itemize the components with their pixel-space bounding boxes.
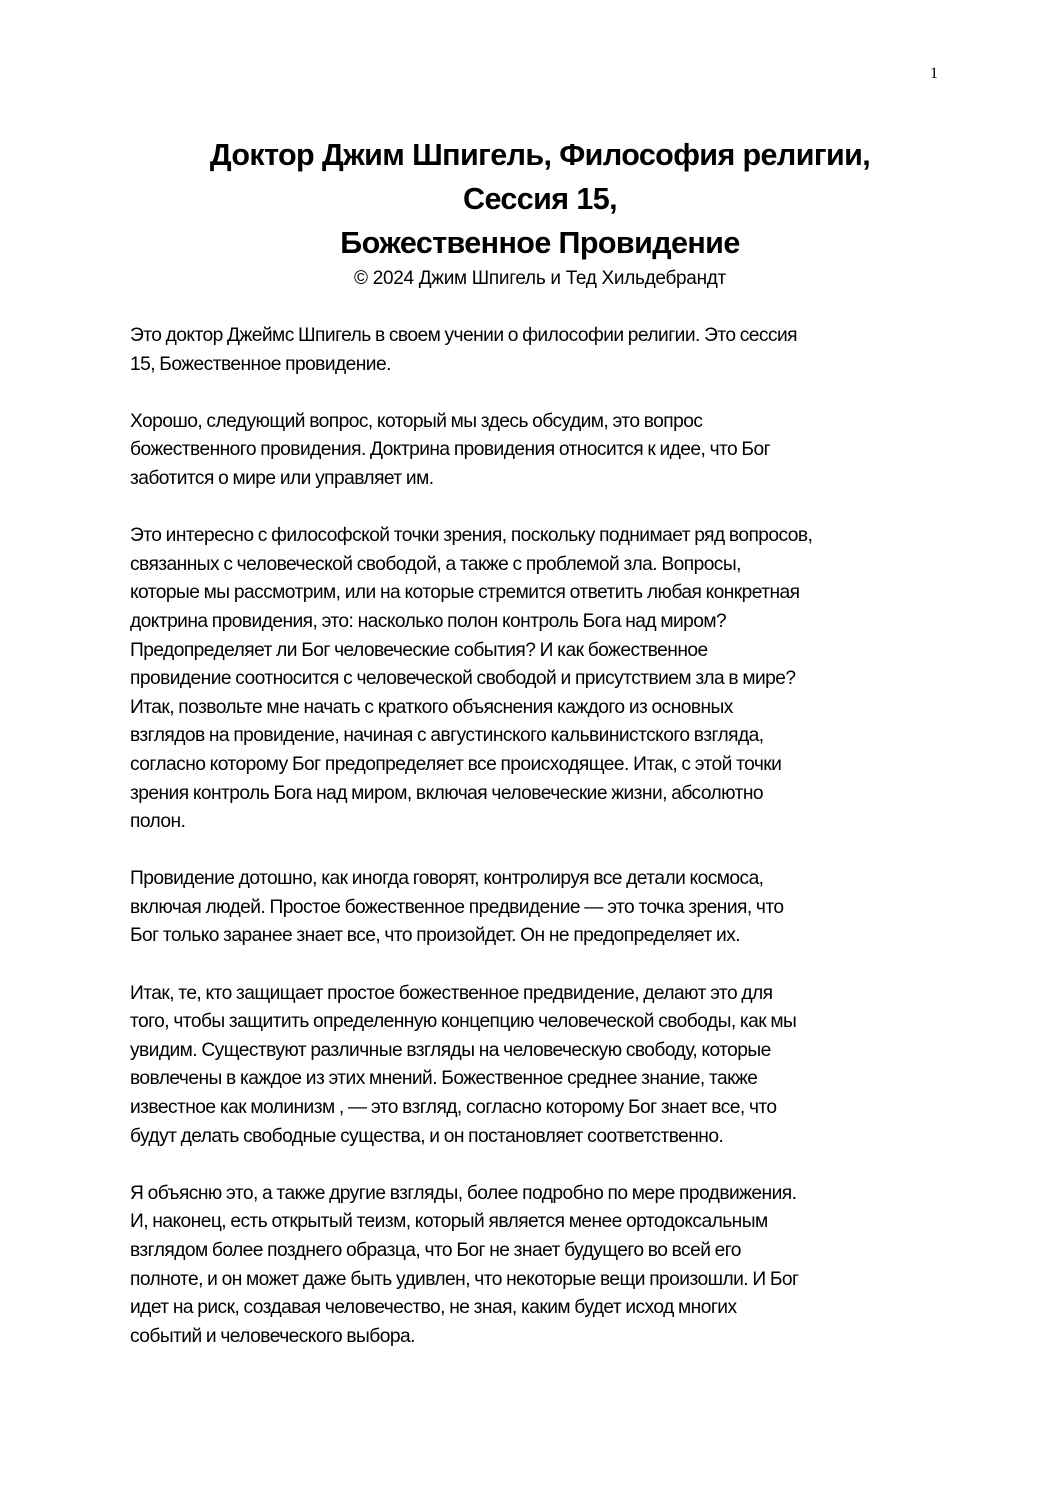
text-line: вовлечены в каждое из этих мнений. Божественное среднее знание, также [130, 1068, 758, 1090]
text-line: 15, Божественное провидение. [130, 353, 391, 375]
text-line: будут делать свободные существа, и он постановляет соответственно. [130, 1125, 724, 1147]
text-line: И, наконец, есть открытый теизм, который является менее ортодоксальным [130, 1211, 768, 1233]
text-line: Это интересно с философской точки зрения, поскольку поднимает ряд вопросов, [130, 525, 813, 547]
text-line: Я объясню это, а также другие взгляды, более подробно по мере продвижения. [130, 1182, 797, 1204]
document-body [130, 322, 930, 1380]
text-line: заботится о мире или управляет им. [130, 467, 434, 489]
text-line: того, чтобы защитить определенную концепцию человеческой свободы, как мы [130, 1011, 797, 1033]
text-line: зрения контроль Бога над миром, включая человеческие жизни, абсолютно [130, 782, 763, 804]
text-line: взглядов на провидение, начиная с августинского кальвинистского взгляда, [130, 725, 764, 747]
paragraph-5 [130, 980, 930, 1152]
text-line: провидение соотносится с человеческой свободой и присутствием зла в мире? [130, 668, 796, 690]
paragraph-2 [130, 408, 930, 494]
text-line: Провидение дотошно, как иногда говорят, контролируя все детали космоса, [130, 868, 764, 890]
document-title-line-1: Доктор Джим Шпигель, Философия религии, [209, 138, 871, 172]
text-line: согласно которому Бог предопределяет все происходящее. Итак, с этой точки [130, 753, 782, 775]
text-line: увидим. Существуют различные взгляды на человеческую свободу, которые [130, 1039, 771, 1061]
text-line: Итак, позвольте мне начать с краткого объяснения каждого из основных [130, 696, 733, 718]
text-line: божественного провидения. Доктрина провидения относится к идее, что Бог [130, 439, 771, 461]
document-title-line-3: Божественное Провидение [340, 226, 740, 260]
text-line: которые мы рассмотрим, или на которые стремится ответить любая конкретная [130, 582, 800, 604]
copyright-notice: © 2024 Джим Шпигель и Тед Хильдебрандт [354, 268, 726, 289]
text-line: полноте, и он может даже быть удивлен, что некоторые вещи произошли. И Бог [130, 1268, 799, 1290]
text-line: известное как молинизм , — это взгляд, согласно которому Бог знает все, что [130, 1097, 777, 1119]
text-line: идет на риск, создавая человечество, не зная, каким будет исход многих [130, 1297, 737, 1319]
text-line: Хорошо, следующий вопрос, который мы здесь обсудим, это вопрос [130, 410, 703, 432]
document-title-line-2: Сессия 15, [463, 182, 617, 216]
text-line: Это доктор Джеймс Шпигель в своем учении о философии религии. Это сессия [130, 325, 798, 346]
paragraph-1 [130, 322, 930, 379]
title-block [0, 133, 1058, 293]
text-line: связанных с человеческой свободой, а также с проблемой зла. Вопросы, [130, 553, 741, 575]
paragraph-6 [130, 1180, 930, 1352]
paragraph-4 [130, 865, 930, 951]
text-line: доктрина провидения, это: насколько полон контроль Бога над миром? [130, 610, 727, 632]
text-line: включая людей. Простое божественное предвидение — это точка зрения, что [130, 896, 784, 918]
page-number: 1 [930, 65, 938, 82]
text-line: взглядом более позднего образца, что Бог не знает будущего во всей его [130, 1240, 741, 1261]
text-line: Бог только заранее знает все, что произойдет. Он не предопределяет их. [130, 925, 741, 947]
text-line: событий и человеческого выбора. [130, 1325, 415, 1347]
text-line: Предопределяет ли Бог человеческие события? И как божественное [130, 639, 708, 661]
text-line: полон. [130, 811, 186, 833]
paragraph-3 [130, 522, 930, 837]
text-line: Итак, те, кто защищает простое божественное предвидение, делают это для [130, 982, 773, 1004]
